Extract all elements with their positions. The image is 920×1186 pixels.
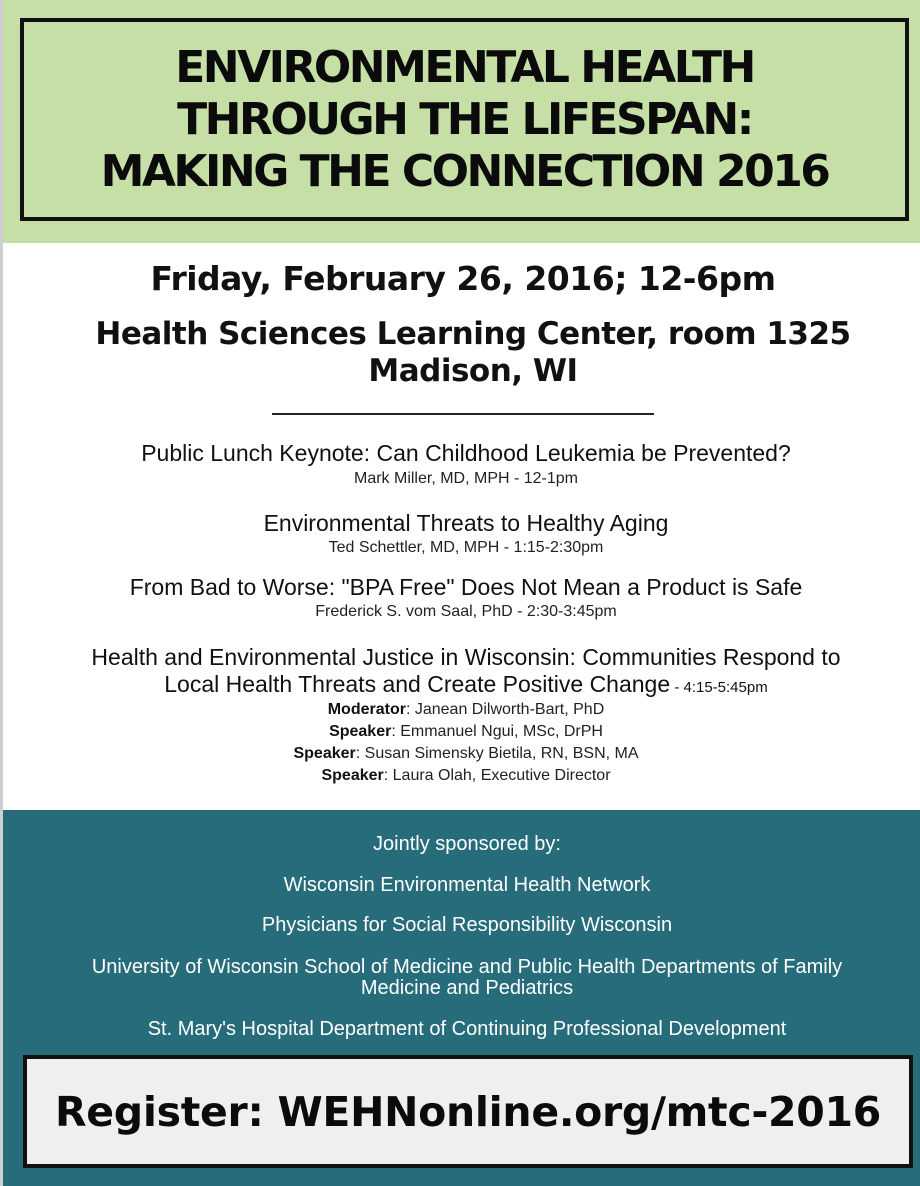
title-line-1: ENVIRONMENTAL HEALTH [175,41,754,93]
sponsor-item: Physicians for Social Responsibility Wisconsin [261,914,673,936]
person-name: : Susan Simensky Bietila, RN, BSN, MA [355,745,639,762]
title-box [20,18,909,221]
header-banner [3,0,920,243]
person-name: : Laura Olah, Executive Director [383,767,611,784]
session-2-speaker: Ted Schettler, MD, MPH - 1:15-2:30pm [328,539,604,556]
sponsor-item: St. Mary's Hospital Department of Continuing Professional Development [147,1018,787,1040]
sponsor-item: Wisconsin Environmental Health Network [283,874,651,896]
event-venue: Health Sciences Learning Center, room 1325 [95,316,851,352]
session-4-title-line-2-text: Local Health Threats and Create Positive Change [164,671,671,697]
session-4-title-line-1: Health and Environmental Justice in Wisconsin: Communities Respond to [91,644,841,670]
session-4-time: - 4:15-5:45pm [670,679,768,696]
role-label: Moderator [327,701,406,718]
session-1-speaker: Mark Miller, MD, MPH - 12-1pm [353,470,579,487]
session-4-speaker-3 [3,765,920,786]
session-4-speaker-2 [3,743,920,764]
title-line-2: THROUGH THE LIFESPAN: [177,93,752,145]
register-link[interactable]: Register: WEHNonline.org/mtc-2016 [55,1087,881,1136]
session-1-title: Public Lunch Keynote: Can Childhood Leukemia be Prevented? [141,440,791,466]
session-3-speaker: Frederick S. vom Saal, PhD - 2:30-3:45pm [315,603,617,620]
event-date-time: Friday, February 26, 2016; 12-6pm [150,259,776,298]
sponsors-heading: Jointly sponsored by: [373,833,561,855]
sponsor-item: Medicine and Pediatrics [360,977,574,999]
sponsor-item: University of Wisconsin School of Medicine and Public Health Departments of Family [91,956,843,978]
session-4-moderator [3,699,920,720]
person-name: : Emmanuel Ngui, MSc, DrPH [391,723,603,740]
session-3-title: From Bad to Worse: "BPA Free" Does Not Mean a Product is Safe [129,574,803,600]
role-label: Speaker [321,767,384,784]
register-box[interactable] [23,1055,913,1168]
divider-rule [272,413,654,415]
title-line-3: MAKING THE CONNECTION 2016 [100,145,829,197]
role-label: Speaker [329,723,392,740]
person-name: : Janean Dilworth-Bart, PhD [405,701,605,718]
session-2-title: Environmental Threats to Healthy Aging [263,510,669,536]
role-label: Speaker [293,745,356,762]
sponsors-section [3,810,920,1186]
event-city: Madison, WI [368,353,578,389]
session-4-speaker-1 [3,721,920,742]
session-4-title-line-2 [3,671,920,701]
